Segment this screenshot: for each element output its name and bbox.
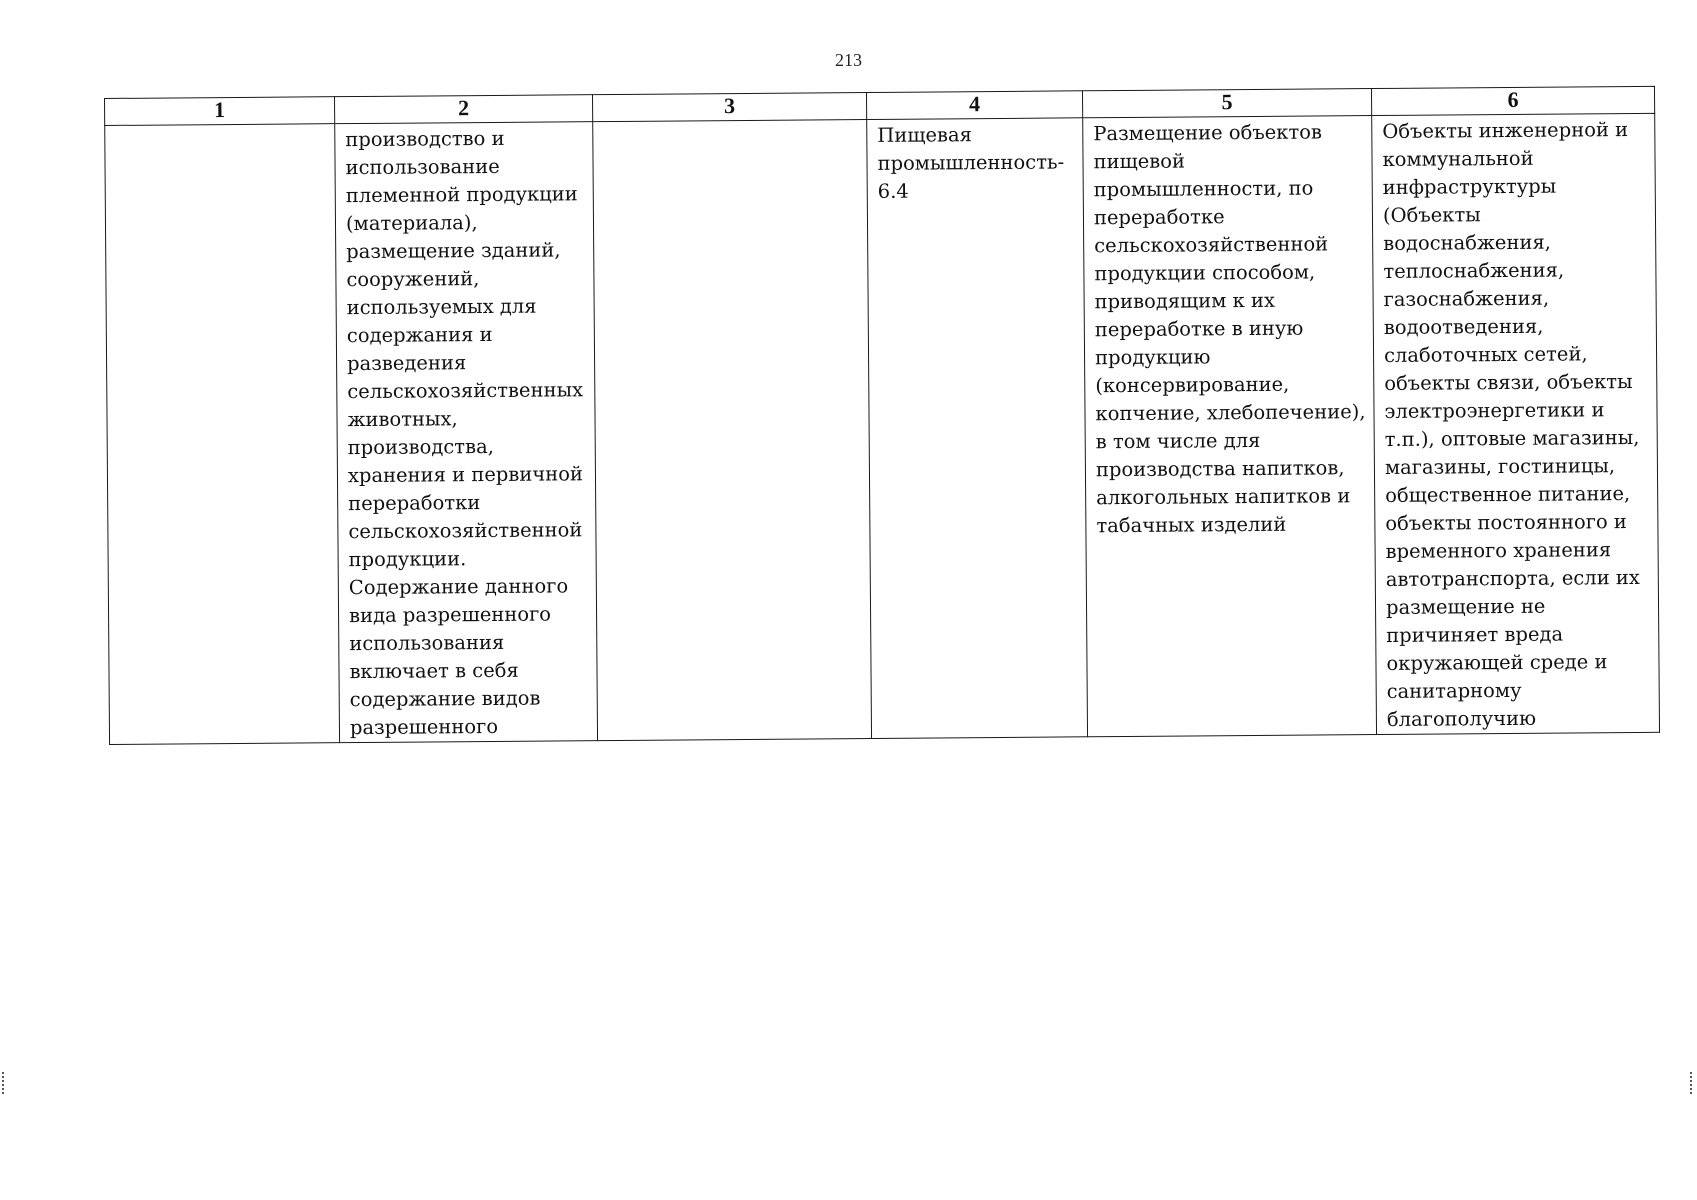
scan-margin-mark-left [2, 1072, 6, 1094]
table-row [105, 113, 1660, 744]
cell-col6-auxiliary-uses: Объекты инженерной и коммунальной инфраструктуры (Объекты водоснабжения, теплоснабжения, газоснабжения, водоотведения, слаботочных сетей, объекты связи, объекты электроэнергетики и т.п.), оптовые магазины, магазины, гостиницы, общественное питание, объекты постоянного и временного хранения автотранспорта, если их размещение не причиняет вреда окружающей среде и санитарному благополучию [1372, 113, 1660, 734]
page-number: 213 [835, 50, 862, 70]
column-header-3: 3 [592, 93, 866, 122]
column-header-1: 1 [105, 97, 335, 126]
land-use-table-container [104, 86, 1659, 745]
scan-margin-mark-right [1690, 1072, 1694, 1094]
column-header-6: 6 [1371, 86, 1654, 115]
cell-col3 [593, 120, 872, 741]
cell-col5-use-description: Размещение объектов пищевой промышленности, по переработке сельскохозяйственной продукции способом, приводящим к их переработке в иную продукцию (консервирование, копчение, хлебопечение), в том числе для производства напитков, алкогольных напитков и табачных изделий [1083, 116, 1377, 737]
column-header-5: 5 [1082, 89, 1371, 118]
cell-col4-use-type: Пищевая промышленность- 6.4 [867, 118, 1088, 739]
land-use-table [104, 86, 1660, 745]
cell-col2-use-description: производство и использование племенной продукции (материала), размещение зданий, сооружений, используемых для содержания и разведения сельскохозяйственных животных, производства, хранения и первичной переработки сельскохозяйственной продукции. Содержание данного вида разрешенного использования включает в себя содержание видов разрешенного [335, 122, 598, 743]
column-header-4: 4 [866, 91, 1082, 120]
cell-col1 [105, 124, 340, 745]
column-header-2: 2 [334, 95, 592, 124]
